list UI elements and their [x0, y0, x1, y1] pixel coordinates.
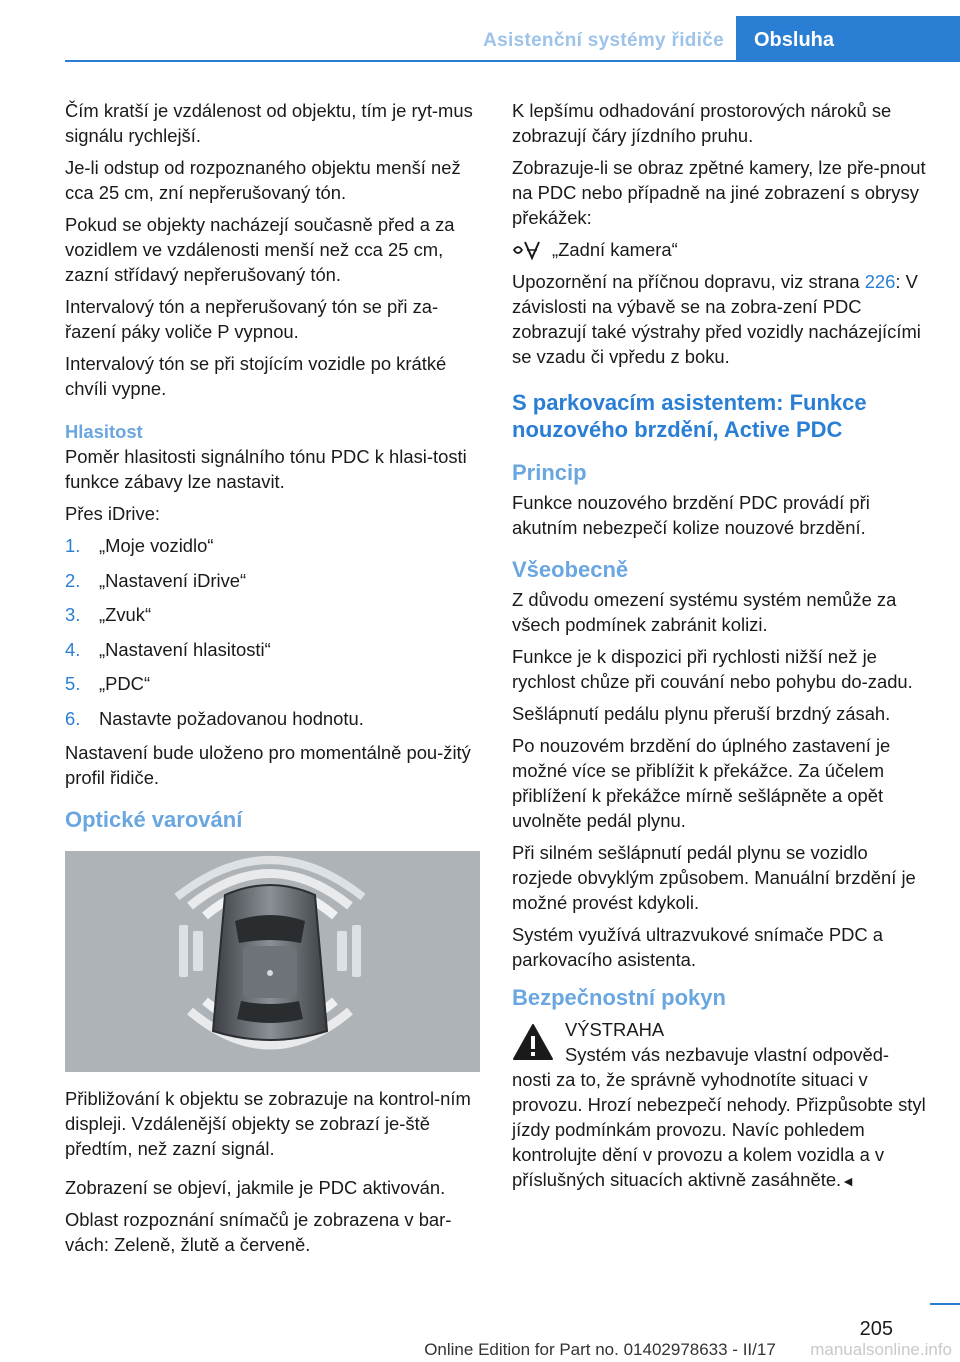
- step-text: „Zvuk“: [99, 604, 152, 625]
- list-item: [65, 706, 481, 731]
- step-text: Nastavte požadovanou hodnotu.: [99, 707, 364, 729]
- warning-block: [512, 1017, 932, 1194]
- rear-camera-icon: [512, 238, 542, 262]
- step-number: 3.: [65, 604, 81, 625]
- paragraph: Systém využívá ultrazvukové snímače PDC a parkovacího asistenta.: [512, 924, 884, 970]
- paragraph: Z důvodu omezení systému systém nemůže za všech podmínek zabránit kolizi.: [512, 589, 897, 635]
- paragraph: K lepšímu odhadování prostorových nároků se zobrazují čáry jízdního pruhu.: [512, 100, 892, 146]
- camera-menu-label: „Zadní kamera“: [552, 239, 678, 260]
- page-number: 205: [859, 1318, 893, 1340]
- paragraph: Oblast rozpoznání snímačů je zobrazena v bar‐vách: Zeleně, žlutě a červeně.: [65, 1209, 452, 1255]
- step-number: 6.: [65, 707, 81, 729]
- right-column: [512, 98, 932, 1194]
- paragraph: Intervalový tón a nepřerušovaný tón se při za‐řazení páky voliče P vypnou.: [65, 296, 439, 342]
- step-number: 2.: [65, 569, 81, 591]
- paragraph: Přibližování k objektu se zobrazuje na kontrol‐ním displeji. Vzdálenější objekty se zobrazí je‐ště předtím, než zazní signál.: [65, 1088, 471, 1159]
- paragraph: Po nouzovém brzdění do úplného zastavení je možné více se přiblížit k překážce. Za účelem přiblížení k překážce mírně sešlápněte a opět uvolněte pedál plynu.: [512, 735, 891, 831]
- paragraph: Je-li odstup od rozpoznaného objektu menší než cca 25 cm, zní nepřerušovaný tón.: [65, 157, 461, 203]
- header-section-title: Asistenční systémy řidiče: [483, 30, 724, 51]
- left-column: [65, 98, 481, 1264]
- heading-parking-assistant: S parkovacím asistentem: Funkce nouzového brzdění, Active PDC: [512, 390, 867, 442]
- list-item: [65, 671, 481, 696]
- warning-triangle-icon: [512, 1023, 554, 1061]
- paragraph: Zobrazuje-li se obraz zpětné kamery, lze pře‐pnout na PDC nebo případně na jiné zobrazení s obrysy překážek:: [512, 157, 926, 228]
- steps-list: [65, 533, 481, 731]
- pdc-car-illustration: [65, 851, 480, 1072]
- paragraph: Poměr hlasitosti signálního tónu PDC k hlasi‐tosti funkce zábavy lze nastavit.: [65, 446, 467, 492]
- header-tab: Obsluha: [736, 16, 960, 62]
- end-marker-icon: ◄: [841, 1173, 856, 1189]
- paragraph: Sešlápnutí pedálu plynu přeruší brzdný zásah.: [512, 703, 891, 724]
- step-text: „PDC“: [99, 673, 151, 694]
- step-number: 4.: [65, 638, 81, 660]
- paragraph: Funkce nouzového brzdění PDC provádí při akutním nebezpečí kolize nouzové brzdění.: [512, 492, 870, 538]
- list-item: [65, 602, 481, 627]
- footer-edition: Online Edition for Part no. 01402978633 - II/17: [424, 1340, 776, 1359]
- paragraph: [512, 269, 932, 369]
- heading-general: Všeobecně: [512, 557, 629, 582]
- pdc-display-image: [65, 851, 480, 1072]
- warning-title: VÝSTRAHA: [565, 1019, 665, 1040]
- paragraph: Funkce je k dispozici při rychlosti nižší než je rychlost chůze při couvání nebo pohybu do‐zadu.: [512, 646, 913, 692]
- paragraph: Intervalový tón se při stojícím vozidle po krátké chvíli vypne.: [65, 353, 447, 399]
- paragraph: Přes iDrive:: [65, 503, 161, 524]
- warning-text: [512, 1067, 932, 1194]
- heading-principle: Princip: [512, 460, 587, 485]
- heading-optical-warning: Optické varování: [65, 807, 243, 832]
- heading-safety-note: Bezpečnostní pokyn: [512, 985, 726, 1010]
- step-text: „Moje vozidlo“: [99, 535, 214, 556]
- subheading-volume: Hlasitost: [65, 421, 143, 442]
- camera-menu-item: [512, 237, 932, 262]
- footer-rule: [930, 1303, 960, 1305]
- paragraph: Pokud se objekty nacházejí současně před a za vozidlem ve vzdálenosti menší než cca 25 cm, zazní střídavý nepřerušovaný tón.: [65, 214, 455, 285]
- step-number: 1.: [65, 535, 81, 556]
- list-item: [65, 533, 481, 558]
- footer-watermark: manualsonline.info: [810, 1340, 952, 1359]
- page-header: [0, 0, 960, 62]
- page-link[interactable]: 226: [864, 271, 896, 292]
- list-item: [65, 568, 481, 593]
- text-span: nosti za to, že správně vyhodnotíte situaci v provozu. Hrozí nebezpečí nehody. Přizpůsobte styl jízdy podmínkám provozu. Navíc pohledem kontrolujte dění v provozu a kolem vozidla a v příslušných situacích aktivně zasáhněte.: [512, 1069, 926, 1190]
- list-item: [65, 637, 481, 662]
- header-rule: [65, 60, 960, 62]
- step-number: 5.: [65, 673, 81, 694]
- warning-line: Systém vás nezbavuje vlastní odpověd‐: [565, 1044, 890, 1065]
- text-span: : V závislosti na výbavě se na zobra‐zení PDC zobrazují také výstrahy před vozidly nacházejícími se vzadu či vpředu z boku.: [512, 271, 921, 367]
- step-text: „Nastavení iDrive“: [99, 569, 247, 591]
- paragraph: Nastavení bude uloženo pro momentálně pou‐žitý profil řidiče.: [65, 742, 471, 788]
- step-text: „Nastavení hlasitosti“: [99, 638, 271, 660]
- paragraph: Při silném sešlápnutí pedál plynu se vozidlo rozjede obvyklým způsobem. Manuální brzdění je možné provést kdykoli.: [512, 842, 916, 913]
- text-span: Upozornění na příčnou dopravu, viz strana: [512, 271, 865, 292]
- paragraph: Zobrazení se objeví, jakmile je PDC aktivován.: [65, 1177, 446, 1198]
- paragraph: Čím kratší je vzdálenost od objektu, tím je ryt‐mus signálu rychlejší.: [65, 100, 473, 146]
